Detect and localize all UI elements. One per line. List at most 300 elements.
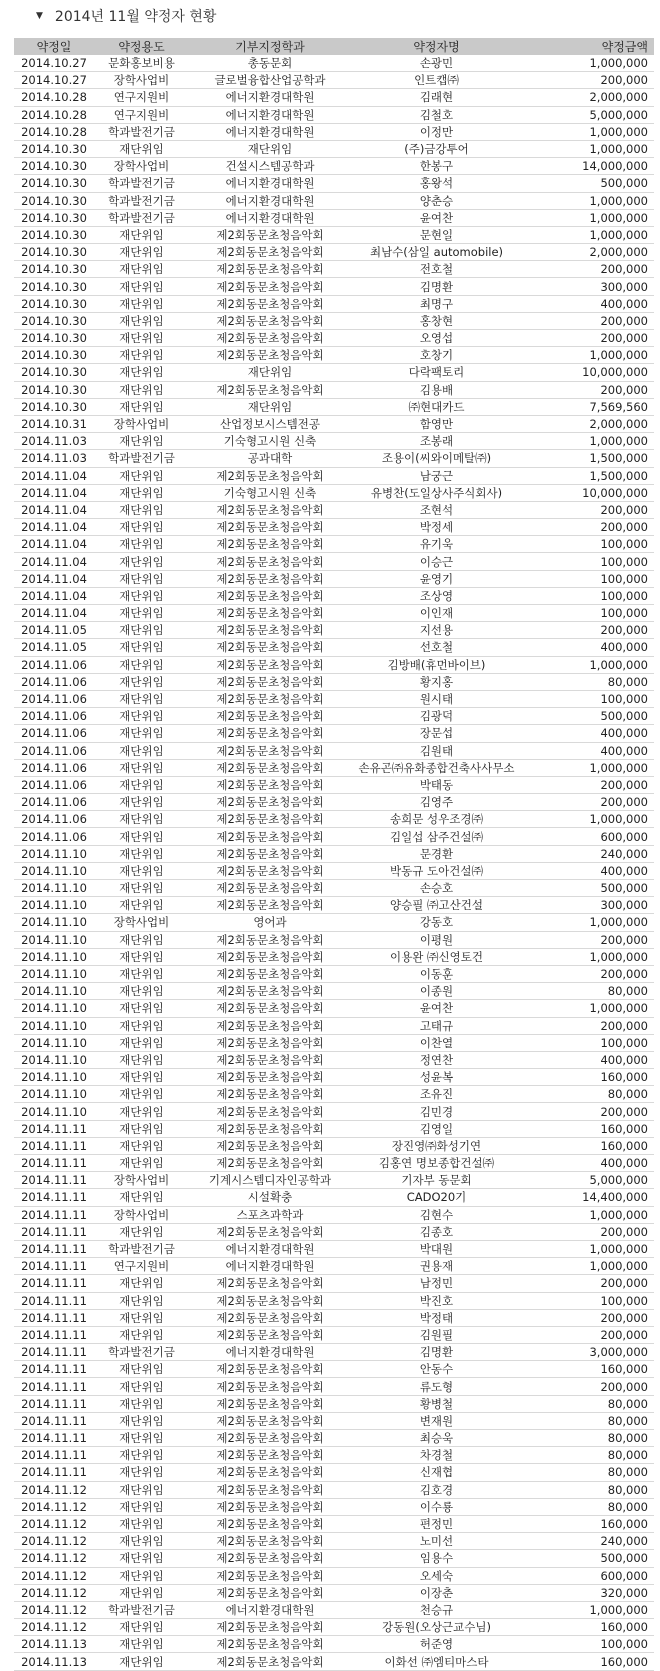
table-row (14, 1103, 654, 1120)
cell-donor: 김현수 (419, 1207, 454, 1222)
table-row (14, 1361, 654, 1378)
cell-date: 2014.10.30 (21, 227, 87, 242)
cell-date: 2014.11.05 (21, 623, 87, 638)
cell-purpose: 재단위임 (119, 365, 164, 380)
cell-amount: 14,000,000 (582, 159, 648, 174)
cell-date: 2014.11.11 (21, 1413, 87, 1428)
cell-donor: 유기욱 (419, 537, 454, 552)
cell-amount: 200,000 (600, 967, 648, 982)
cell-purpose: 재단위임 (119, 1087, 164, 1102)
cell-amount: 200,000 (600, 1018, 648, 1033)
cell-donor: 노미선 (419, 1534, 454, 1549)
cell-amount: 1,000,000 (589, 142, 648, 157)
table-row (14, 759, 654, 776)
table-row (14, 278, 654, 295)
cell-department: 제2회동문초청음악회 (216, 932, 324, 947)
cell-purpose: 장학사업비 (113, 1207, 170, 1222)
cell-amount: 200,000 (600, 623, 648, 638)
table-row (14, 1172, 654, 1189)
cell-department: 제2회동문초청음악회 (216, 382, 324, 397)
table-row (14, 106, 654, 123)
cell-date: 2014.11.12 (21, 1568, 87, 1583)
cell-amount: 100,000 (600, 588, 648, 603)
cell-amount: 100,000 (600, 1637, 648, 1652)
cell-donor: 정연찬 (419, 1052, 454, 1067)
cell-donor: 장진영㈜화성기연 (391, 1138, 482, 1153)
cell-amount: 80,000 (607, 984, 648, 999)
cell-date: 2014.11.13 (21, 1654, 87, 1669)
cell-donor: 유병찬(도일상사주식회사) (370, 485, 503, 500)
table-row (14, 1636, 654, 1653)
cell-donor: 함영만 (419, 417, 454, 432)
cell-purpose: 재단위임 (119, 537, 164, 552)
cell-department: 에너지환경대학원 (225, 107, 315, 122)
cell-date: 2014.11.12 (21, 1499, 87, 1514)
cell-purpose: 재단위임 (119, 846, 164, 861)
cell-donor: 김영일 (419, 1121, 454, 1136)
cell-donor: 이종원 (419, 984, 454, 999)
cell-purpose: 재단위임 (119, 1104, 164, 1119)
table-row (14, 1017, 654, 1034)
cell-donor: 손유곤㈜유화종합건축사사무소 (358, 760, 515, 775)
cell-amount: 80,000 (607, 1413, 648, 1428)
cell-amount: 500,000 (600, 709, 648, 724)
table-row (14, 1515, 654, 1532)
table-row (14, 811, 654, 828)
cell-department: 제2회동문초청음악회 (216, 245, 324, 260)
cell-amount: 5,000,000 (589, 1173, 648, 1188)
cell-purpose: 재단위임 (119, 1121, 164, 1136)
cell-date: 2014.11.11 (21, 1156, 87, 1171)
cell-donor: 김명환 (419, 279, 454, 294)
cell-department: 제2회동문초청음악회 (216, 227, 324, 242)
cell-amount: 14,400,000 (582, 1190, 648, 1205)
triangle-down-icon: ▼ (36, 11, 43, 21)
cell-amount: 100,000 (600, 1293, 648, 1308)
table-row (14, 1258, 654, 1275)
table-row (14, 1447, 654, 1464)
cell-purpose: 학과발전기금 (108, 1345, 175, 1360)
cell-date: 2014.10.30 (21, 313, 87, 328)
cell-purpose: 재단위임 (119, 881, 164, 896)
cell-donor: 김민경 (419, 1104, 454, 1119)
cell-amount: 160,000 (600, 1517, 648, 1532)
cell-amount: 1,000,000 (589, 348, 648, 363)
cell-amount: 200,000 (600, 777, 648, 792)
cell-purpose: 재단위임 (119, 1276, 164, 1291)
table-row (14, 1223, 654, 1240)
table-row (14, 415, 654, 432)
cell-department: 제2회동문초청음악회 (216, 709, 324, 724)
table-row (14, 725, 654, 742)
table-row (14, 1378, 654, 1395)
cell-purpose: 재단위임 (119, 829, 164, 844)
cell-amount: 160,000 (600, 1362, 648, 1377)
cell-department: 제2회동문초청음악회 (216, 588, 324, 603)
table-row (14, 673, 654, 690)
cell-department: 재단위임 (247, 399, 293, 414)
cell-department: 제2회동문초청음악회 (216, 1431, 324, 1446)
cell-donor: 오영섭 (419, 331, 454, 346)
cell-date: 2014.11.12 (21, 1551, 87, 1566)
cell-date: 2014.10.30 (21, 210, 87, 225)
cell-purpose: 장학사업비 (113, 915, 170, 930)
cell-purpose: 재단위임 (119, 588, 164, 603)
cell-donor: 김용배 (419, 382, 454, 397)
cell-donor: 김철호 (419, 107, 454, 122)
cell-amount: 1,000,000 (589, 657, 648, 672)
cell-date: 2014.11.04 (21, 502, 87, 517)
cell-date: 2014.10.30 (21, 142, 87, 157)
cell-amount: 1,000,000 (589, 1259, 648, 1274)
cell-department: 제2회동문초청음악회 (216, 296, 324, 311)
cell-amount: 200,000 (600, 73, 648, 88)
cell-department: 글로벌융합산업공학과 (214, 73, 326, 88)
cell-purpose: 학과발전기금 (108, 1602, 175, 1617)
cell-department: 건설시스템공학과 (225, 159, 315, 174)
table-row (14, 140, 654, 157)
cell-amount: 200,000 (600, 502, 648, 517)
table-row (14, 1275, 654, 1292)
cell-donor: 남궁근 (419, 468, 454, 483)
pledge-table (14, 38, 654, 1671)
cell-amount: 200,000 (600, 1310, 648, 1325)
cell-date: 2014.10.30 (21, 382, 87, 397)
table-row (14, 776, 654, 793)
cell-donor: 조봉래 (419, 434, 454, 449)
cell-donor: 손광민 (419, 56, 454, 71)
cell-amount: 400,000 (600, 743, 648, 758)
cell-department: 제2회동문초청음악회 (216, 1276, 324, 1291)
cell-date: 2014.11.06 (21, 829, 87, 844)
cell-amount: 1,000,000 (589, 434, 648, 449)
cell-department: 재단위임 (247, 365, 293, 380)
cell-amount: 10,000,000 (582, 365, 648, 380)
cell-donor: 선호철 (419, 640, 454, 655)
cell-purpose: 재단위임 (119, 657, 164, 672)
cell-department: 제2회동문초청음악회 (216, 640, 324, 655)
cell-donor: 김종호 (419, 1224, 454, 1239)
cell-amount: 1,000,000 (589, 56, 648, 71)
cell-donor: 인트캡㈜ (414, 73, 459, 88)
table-row (14, 845, 654, 862)
cell-amount: 100,000 (600, 571, 648, 586)
cell-department: 제2회동문초청음악회 (216, 846, 324, 861)
table-row (14, 965, 654, 982)
cell-amount: 1,000,000 (589, 915, 648, 930)
cell-purpose: 재단위임 (119, 382, 164, 397)
cell-amount: 80,000 (607, 1465, 648, 1480)
cell-donor: 윤영기 (419, 571, 454, 586)
cell-donor: 이승근 (419, 554, 454, 569)
cell-department: 에너지환경대학원 (225, 90, 315, 105)
cell-department: 제2회동문초청음악회 (216, 1620, 324, 1635)
cell-donor: ㈜현대카드 (408, 399, 465, 414)
cell-donor: 강동호 (419, 915, 454, 930)
cell-purpose: 재단위임 (119, 640, 164, 655)
cell-donor: 박정태 (419, 1310, 454, 1325)
table-row (14, 605, 654, 622)
table-row (14, 1601, 654, 1618)
cell-department: 제2회동문초청음악회 (216, 1104, 324, 1119)
cell-donor: 권용재 (419, 1259, 454, 1274)
cell-donor: 최남수(삼일 automobile) (369, 245, 504, 260)
cell-purpose: 재단위임 (119, 1190, 164, 1205)
table-row (14, 897, 654, 914)
cell-department: 제2회동문초청음악회 (216, 1327, 324, 1342)
cell-date: 2014.11.12 (21, 1585, 87, 1600)
page-title: 2014년 11월 약정자 현황 (54, 9, 217, 25)
cell-donor: 이화선 ㈜엠티마스타 (384, 1654, 489, 1669)
cell-donor: 김홍연 명보종합건설㈜ (378, 1156, 495, 1171)
cell-donor: 류도형 (419, 1379, 454, 1394)
cell-purpose: 재단위임 (119, 1482, 164, 1497)
cell-amount: 400,000 (600, 296, 648, 311)
table-row (14, 1481, 654, 1498)
cell-donor: 오세숙 (419, 1568, 454, 1583)
cell-date: 2014.11.11 (21, 1345, 87, 1360)
cell-date: 2014.11.13 (21, 1637, 87, 1652)
cell-department: 스포츠과학과 (236, 1207, 304, 1222)
cell-date: 2014.11.10 (21, 915, 87, 930)
cell-amount: 100,000 (600, 692, 648, 707)
cell-amount: 160,000 (600, 1620, 648, 1635)
cell-department: 제2회동문초청음악회 (216, 502, 324, 517)
table-header-row (14, 38, 654, 55)
cell-purpose: 재단위임 (119, 760, 164, 775)
cell-donor: 김방배(휴먼바이브) (387, 657, 486, 672)
cell-donor: 박태동 (419, 777, 454, 792)
table-row (14, 1034, 654, 1051)
cell-amount: 3,000,000 (589, 1345, 648, 1360)
table-row (14, 1567, 654, 1584)
cell-donor: 박동규 도아건설㈜ (390, 863, 483, 878)
cell-purpose: 재단위임 (119, 967, 164, 982)
cell-purpose: 재단위임 (119, 1568, 164, 1583)
table-row (14, 467, 654, 484)
table-row (14, 1309, 654, 1326)
cell-date: 2014.11.11 (21, 1173, 87, 1188)
cell-donor: 박정세 (419, 520, 454, 535)
cell-purpose: 재단위임 (119, 1517, 164, 1532)
cell-purpose: 재단위임 (119, 1637, 164, 1652)
cell-date: 2014.11.10 (21, 898, 87, 913)
cell-donor: 문현일 (419, 227, 454, 242)
cell-date: 2014.11.10 (21, 881, 87, 896)
cell-donor: 박대원 (419, 1242, 454, 1257)
cell-department: 에너지환경대학원 (225, 124, 315, 139)
cell-amount: 160,000 (600, 1070, 648, 1085)
cell-date: 2014.11.03 (21, 451, 87, 466)
cell-date: 2014.11.06 (21, 812, 87, 827)
cell-amount: 200,000 (600, 1276, 648, 1291)
table-row (14, 312, 654, 329)
cell-donor: 윤여찬 (419, 210, 454, 225)
cell-date: 2014.11.11 (21, 1379, 87, 1394)
cell-donor: 김일섭 삼주건설㈜ (390, 829, 483, 844)
cell-department: 제2회동문초청음악회 (216, 1035, 324, 1050)
cell-department: 제2회동문초청음악회 (216, 606, 324, 621)
cell-department: 제2회동문초청음악회 (216, 1156, 324, 1171)
cell-department: 제2회동문초청음악회 (216, 537, 324, 552)
cell-donor: 이동훈 (419, 967, 454, 982)
cell-department: 산업정보시스템전공 (220, 417, 320, 432)
cell-purpose: 장학사업비 (113, 1173, 170, 1188)
cell-department: 제2회동문초청음악회 (216, 1121, 324, 1136)
table-row (14, 1051, 654, 1068)
table-row (14, 914, 654, 931)
cell-purpose: 연구지원비 (113, 107, 170, 122)
cell-donor: 원시태 (419, 692, 454, 707)
cell-date: 2014.11.06 (21, 743, 87, 758)
cell-date: 2014.11.06 (21, 795, 87, 810)
cell-purpose: 재단위임 (119, 726, 164, 741)
table-row (14, 1619, 654, 1636)
cell-purpose: 재단위임 (119, 296, 164, 311)
cell-donor: 이장춘 (419, 1585, 454, 1600)
cell-date: 2014.11.12 (21, 1534, 87, 1549)
cell-amount: 80,000 (607, 1431, 648, 1446)
cell-department: 시설확충 (247, 1190, 293, 1205)
cell-purpose: 재단위임 (119, 399, 164, 414)
table-row (14, 226, 654, 243)
table-row (14, 1155, 654, 1172)
table-row (14, 450, 654, 467)
cell-purpose: 재단위임 (119, 331, 164, 346)
cell-department: 제2회동문초청음악회 (216, 348, 324, 363)
cell-department: 제2회동문초청음악회 (216, 1362, 324, 1377)
cell-amount: 80,000 (607, 1482, 648, 1497)
cell-department: 제2회동문초청음악회 (216, 1379, 324, 1394)
cell-date: 2014.10.27 (21, 56, 87, 71)
cell-date: 2014.11.10 (21, 1018, 87, 1033)
cell-donor: 황병철 (419, 1396, 454, 1411)
cell-department: 제2회동문초청음악회 (216, 1413, 324, 1428)
cell-date: 2014.11.11 (21, 1465, 87, 1480)
cell-department: 제2회동문초청음악회 (216, 881, 324, 896)
cell-purpose: 재단위임 (119, 313, 164, 328)
cell-amount: 200,000 (600, 262, 648, 277)
cell-amount: 10,000,000 (582, 485, 648, 500)
cell-department: 제2회동문초청음악회 (216, 1018, 324, 1033)
cell-date: 2014.10.30 (21, 331, 87, 346)
cell-date: 2014.10.31 (21, 417, 87, 432)
cell-date: 2014.11.06 (21, 709, 87, 724)
cell-purpose: 재단위임 (119, 485, 164, 500)
cell-department: 제2회동문초청음악회 (216, 1585, 324, 1600)
cell-date: 2014.11.10 (21, 984, 87, 999)
cell-donor: 허준영 (419, 1637, 454, 1652)
cell-department: 에너지환경대학원 (225, 193, 315, 208)
cell-purpose: 문화홍보비용 (108, 56, 175, 71)
table-row (14, 708, 654, 725)
cell-date: 2014.11.04 (21, 588, 87, 603)
cell-department: 제2회동문초청음악회 (216, 777, 324, 792)
cell-purpose: 재단위임 (119, 1396, 164, 1411)
cell-date: 2014.11.11 (21, 1207, 87, 1222)
table-row (14, 656, 654, 673)
cell-purpose: 재단위임 (119, 262, 164, 277)
cell-date: 2014.11.10 (21, 1052, 87, 1067)
cell-department: 제2회동문초청음악회 (216, 1534, 324, 1549)
cell-department: 제2회동문초청음악회 (216, 1396, 324, 1411)
cell-date: 2014.11.10 (21, 1001, 87, 1016)
cell-purpose: 재단위임 (119, 1293, 164, 1308)
table-row (14, 1292, 654, 1309)
cell-date: 2014.11.04 (21, 485, 87, 500)
cell-purpose: 장학사업비 (113, 73, 170, 88)
cell-donor: 지선용 (419, 623, 454, 638)
cell-department: 제2회동문초청음악회 (216, 1087, 324, 1102)
cell-date: 2014.10.30 (21, 365, 87, 380)
table-row (14, 983, 654, 1000)
table-row (14, 1550, 654, 1567)
cell-department: 제2회동문초청음악회 (216, 1482, 324, 1497)
cell-purpose: 재단위임 (119, 1070, 164, 1085)
cell-amount: 500,000 (600, 176, 648, 191)
table-row (14, 553, 654, 570)
table-row (14, 1086, 654, 1103)
cell-purpose: 학과발전기금 (108, 451, 175, 466)
cell-date: 2014.11.04 (21, 606, 87, 621)
cell-department: 재단위임 (247, 142, 293, 157)
cell-department: 제2회동문초청음악회 (216, 1517, 324, 1532)
table-row (14, 1000, 654, 1017)
cell-purpose: 재단위임 (119, 1052, 164, 1067)
cell-date: 2014.11.11 (21, 1310, 87, 1325)
cell-donor: 이용완 ㈜신영토건 (390, 949, 483, 964)
cell-date: 2014.11.06 (21, 674, 87, 689)
cell-date: 2014.11.10 (21, 846, 87, 861)
cell-amount: 200,000 (600, 1224, 648, 1239)
cell-donor: 안동수 (419, 1362, 454, 1377)
cell-department: 기계시스템디자인공학과 (208, 1173, 332, 1188)
cell-amount: 1,000,000 (589, 1602, 648, 1617)
cell-date: 2014.10.28 (21, 107, 87, 122)
cell-department: 제2회동문초청음악회 (216, 331, 324, 346)
cell-amount: 80,000 (607, 1396, 648, 1411)
cell-purpose: 장학사업비 (113, 159, 170, 174)
cell-date: 2014.11.12 (21, 1602, 87, 1617)
cell-amount: 100,000 (600, 537, 648, 552)
cell-amount: 200,000 (600, 1327, 648, 1342)
cell-amount: 600,000 (600, 829, 648, 844)
cell-department: 제2회동문초청음악회 (216, 1568, 324, 1583)
cell-purpose: 장학사업비 (113, 417, 170, 432)
cell-date: 2014.11.03 (21, 434, 87, 449)
cell-amount: 5,000,000 (589, 107, 648, 122)
cell-amount: 200,000 (600, 1104, 648, 1119)
table-row (14, 381, 654, 398)
cell-amount: 80,000 (607, 1087, 648, 1102)
cell-purpose: 학과발전기금 (108, 124, 175, 139)
cell-purpose: 재단위임 (119, 1620, 164, 1635)
cell-purpose: 재단위임 (119, 863, 164, 878)
cell-donor: 성윤복 (419, 1070, 454, 1085)
cell-department: 제2회동문초청음악회 (216, 829, 324, 844)
table-row (14, 862, 654, 879)
cell-department: 제2회동문초청음악회 (216, 812, 324, 827)
table-row (14, 55, 654, 72)
table-row (14, 1430, 654, 1447)
cell-purpose: 재단위임 (119, 777, 164, 792)
cell-department: 기숙형고시원 신축 (223, 485, 317, 500)
cell-amount: 100,000 (600, 1035, 648, 1050)
cell-donor: 변재원 (419, 1413, 454, 1428)
cell-purpose: 학과발전기금 (108, 210, 175, 225)
cell-department: 에너지환경대학원 (225, 1242, 315, 1257)
cell-department: 에너지환경대학원 (225, 176, 315, 191)
